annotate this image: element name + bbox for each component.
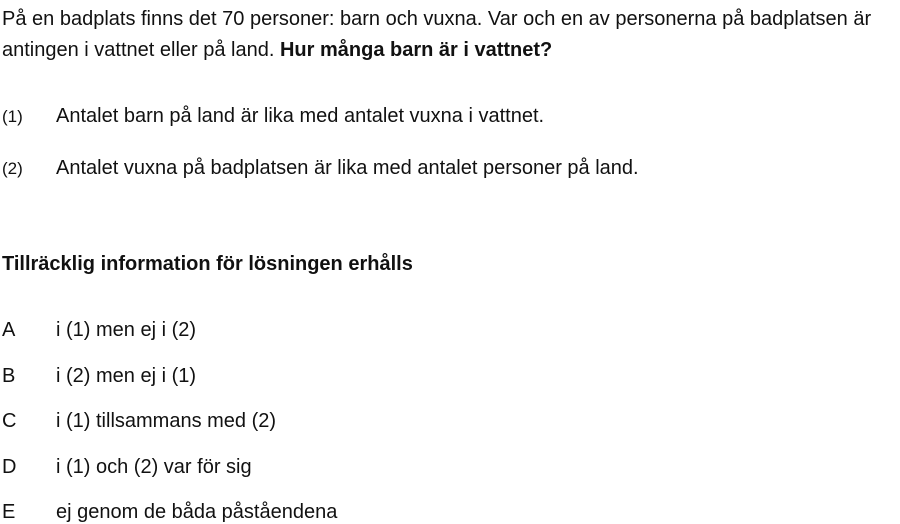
statement-2 (2, 156, 639, 181)
statement-1-text: Antalet barn på land är lika med antalet vuxna i vattnet. (56, 105, 545, 127)
answer-heading: Tillräcklig information för lösningen erhålls (2, 253, 413, 275)
option-d-letter: D (2, 456, 17, 478)
problem-text (2, 4, 896, 66)
option-a-letter: A (2, 319, 16, 341)
option-d[interactable] (2, 455, 252, 479)
option-e-letter: E (2, 501, 16, 523)
option-e-text: ej genom de båda påståendena (56, 501, 338, 523)
statement-1-number: (1) (2, 107, 23, 126)
option-c-text: i (1) tillsammans med (2) (56, 410, 277, 432)
statement-2-number: (2) (2, 159, 23, 178)
option-b-letter: B (2, 365, 16, 387)
option-c[interactable] (2, 409, 276, 433)
problem-body: På en badplats finns det 70 personer: barn och vuxna. Var och en av personerna på badplatsen är antingen i vattnet eller på land. (2, 8, 872, 61)
option-a[interactable] (2, 318, 196, 342)
problem-question: Hur många barn är i vattnet? (279, 39, 553, 61)
option-b[interactable] (2, 364, 196, 388)
statement-2-text: Antalet vuxna på badplatsen är lika med antalet personer på land. (56, 157, 639, 179)
statement-1 (2, 104, 544, 129)
option-e[interactable] (2, 500, 337, 524)
option-b-text: i (2) men ej i (1) (56, 365, 197, 387)
option-c-letter: C (2, 410, 17, 432)
option-d-text: i (1) och (2) var för sig (56, 456, 252, 478)
option-a-text: i (1) men ej i (2) (56, 319, 197, 341)
